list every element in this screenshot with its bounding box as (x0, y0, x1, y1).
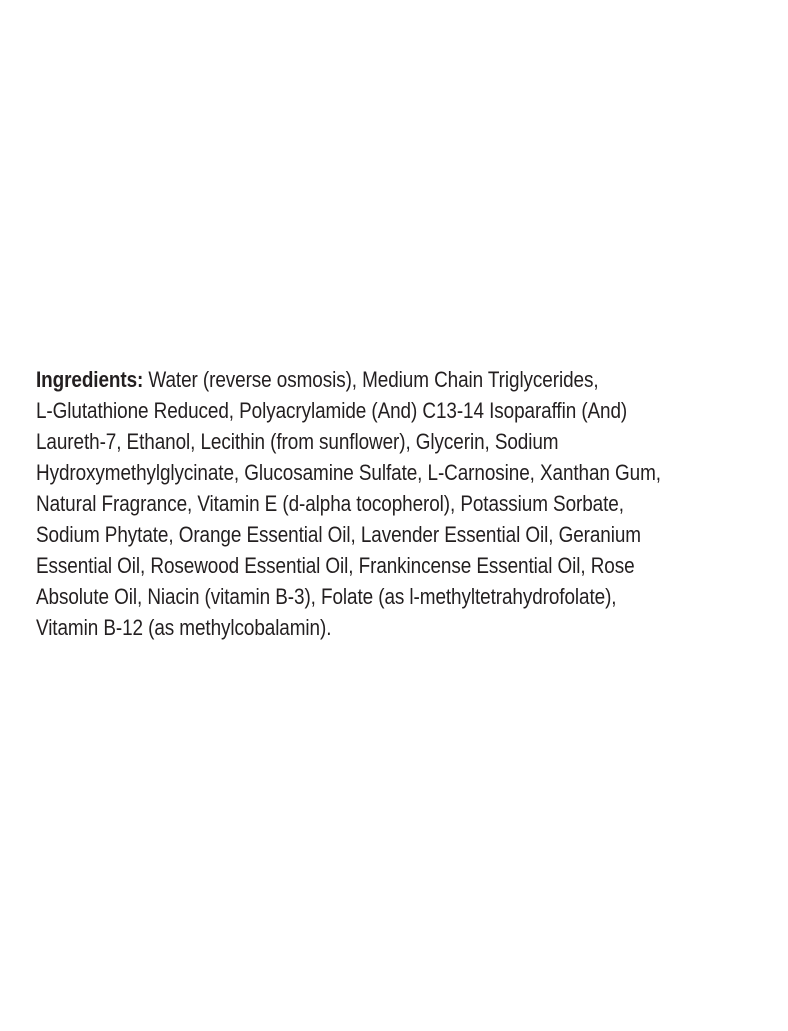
ingredients-heading: Ingredients: (36, 367, 144, 392)
ingredients-text: Water (reverse osmosis), Medium Chain Triglycerides, (143, 367, 599, 392)
ingredients-line-4: Hydroxymethylglycinate, Glucosamine Sulfate, L-Carnosine, Xanthan Gum, (36, 460, 661, 485)
ingredients-line-6: Sodium Phytate, Orange Essential Oil, Lavender Essential Oil, Geranium (36, 522, 641, 547)
ingredients-line-1 (36, 364, 648, 395)
ingredients-line-2: L-Glutathione Reduced, Polyacrylamide (And) C13-14 Isoparaffin (And) (36, 398, 628, 423)
ingredients-line-9: Vitamin B-12 (as methylcobalamin). (36, 615, 332, 640)
ingredients-line-8: Absolute Oil, Niacin (vitamin B-3), Folate (as l-methyltetrahydrofolate), (36, 584, 617, 609)
ingredients-line-7: Essential Oil, Rosewood Essential Oil, Frankincense Essential Oil, Rose (36, 553, 635, 578)
ingredients-panel (36, 364, 661, 643)
ingredients-line-3: Laureth-7, Ethanol, Lecithin (from sunflower), Glycerin, Sodium (36, 429, 559, 454)
ingredients-line-5: Natural Fragrance, Vitamin E (d-alpha tocopherol), Potassium Sorbate, (36, 491, 624, 516)
